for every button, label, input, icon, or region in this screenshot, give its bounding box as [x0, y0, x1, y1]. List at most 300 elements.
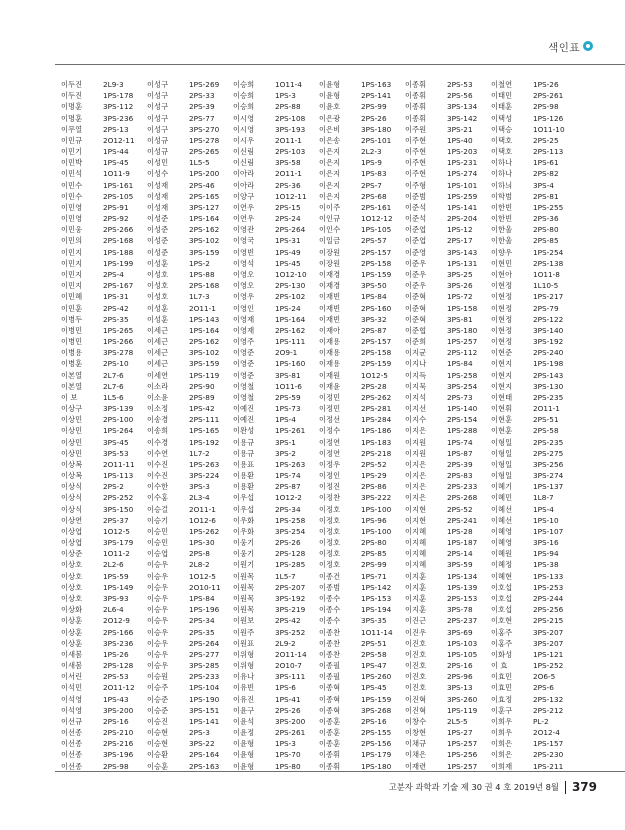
presentation-code: 2PS-85: [361, 549, 387, 559]
index-row: [61, 247, 581, 258]
presentation-code: 2PS-162: [189, 337, 220, 347]
presentation-code: 2PS-96: [447, 672, 473, 682]
author-name: 이민지: [61, 270, 83, 279]
author-name: 이승원: [147, 672, 169, 682]
index-row: [61, 347, 581, 358]
author-name: 이승우: [147, 593, 169, 603]
presentation-code: 2PS-10: [103, 359, 129, 369]
presentation-code: 2PS-36: [275, 180, 301, 190]
presentation-code: 2PS-160: [361, 303, 392, 313]
author-name: 이상화: [61, 605, 83, 615]
presentation-code: 3PS-207: [533, 627, 564, 637]
presentation-code: 2PS-51: [361, 638, 387, 648]
index-row: [61, 425, 581, 436]
presentation-code: 1PS-140: [447, 404, 478, 414]
journal-citation: 고분자 과학과 기술 제 30 권 4 호 2019년 8월: [388, 782, 559, 792]
author-name: 이영국: [233, 236, 255, 246]
author-name: 이웅기: [233, 538, 255, 548]
presentation-code: 1PS-261: [275, 426, 306, 436]
index-row: [61, 671, 581, 682]
presentation-code: 2PS-154: [447, 415, 478, 425]
author-name: 이재원: [319, 370, 341, 380]
author-name: 이준혁: [405, 303, 427, 313]
author-name: 이주현: [405, 158, 427, 168]
index-row: [61, 582, 581, 593]
presentation-code: 1PS-24: [275, 303, 301, 313]
presentation-code: 2PS-35: [103, 314, 129, 324]
presentation-code: 1PS-142: [361, 582, 392, 592]
author-name: 이한빈: [491, 202, 513, 212]
presentation-code: 1PS-126: [533, 113, 564, 123]
author-name: 이민의: [61, 236, 83, 246]
index-row: [61, 593, 581, 604]
index-row: [61, 727, 581, 738]
author-name: 이성준: [147, 225, 169, 235]
author-name: 이민수: [61, 191, 83, 201]
author-name: 이예진: [233, 415, 255, 425]
author-name: 이종혁: [319, 683, 341, 693]
author-name: 이종휘: [319, 761, 341, 771]
presentation-code: 1PS-188: [103, 247, 134, 257]
author-name: 이한울: [491, 236, 513, 246]
author-name: 이병민: [61, 325, 83, 335]
presentation-code: 2PS-130: [275, 281, 306, 291]
presentation-code: 1PS-274: [447, 169, 478, 179]
author-name: 이수진: [147, 459, 169, 469]
author-name: 이진호: [405, 649, 427, 659]
presentation-code: 2PS-168: [103, 236, 134, 246]
presentation-code: 2PS-105: [103, 191, 134, 201]
presentation-code: 1PS-71: [361, 571, 387, 581]
author-name: 이일금: [319, 236, 341, 246]
author-name: 이소라: [147, 381, 169, 391]
author-name: 이하나: [491, 169, 513, 179]
author-name: 이형일: [491, 448, 513, 458]
author-name: 이민웅: [61, 225, 83, 235]
author-name: 이진호: [405, 672, 427, 682]
presentation-code: 1PS-100: [361, 526, 392, 536]
author-name: 이종찬: [319, 638, 341, 648]
presentation-code: 3PS-256: [533, 459, 564, 469]
author-name: 이선종: [61, 750, 83, 760]
author-name: 이희은: [491, 750, 513, 760]
presentation-code: 1PS-139: [447, 582, 478, 592]
presentation-code: 2PS-156: [361, 739, 392, 749]
author-name: 이지은: [405, 493, 427, 503]
index-row: [61, 649, 581, 660]
presentation-code: 3PS-78: [447, 605, 473, 615]
author-name: 이승우: [147, 638, 169, 648]
presentation-code: 2PS-53: [103, 672, 129, 682]
author-name: 이장원: [319, 258, 341, 268]
author-name: 이선규: [61, 716, 83, 726]
author-name: 이세근: [147, 348, 169, 358]
author-name: 이홍주: [491, 627, 513, 637]
index-row: [61, 537, 581, 548]
author-name: 이승우: [147, 661, 169, 671]
presentation-code: 1PS-41: [275, 694, 301, 704]
author-name: 이하늬: [491, 180, 513, 190]
presentation-code: 2PS-16: [447, 661, 473, 671]
presentation-code: 3PS-3: [189, 482, 210, 492]
presentation-code: 3PS-139: [103, 404, 134, 414]
presentation-code: 2PS-113: [533, 147, 564, 157]
author-name: 이병두: [61, 314, 83, 324]
author-name: 이승준: [147, 694, 169, 704]
presentation-code: 2PS-256: [533, 605, 564, 615]
author-name: 이형일: [491, 437, 513, 447]
author-name: 이혜영: [491, 526, 513, 536]
author-name: 이승현: [147, 728, 169, 738]
presentation-code: 2PS-16: [103, 716, 129, 726]
author-name: 이종휘: [319, 750, 341, 760]
presentation-code: 1O11-9: [103, 169, 130, 179]
presentation-code: 2PS-233: [189, 672, 220, 682]
presentation-code: 1PS-231: [447, 158, 478, 168]
presentation-code: 1PS-29: [361, 471, 387, 481]
presentation-code: 1PS-6: [275, 683, 296, 693]
author-name: 이원목: [233, 571, 255, 581]
author-name: 이영준: [233, 370, 255, 380]
index-row: [61, 414, 581, 425]
presentation-code: 1PS-4: [533, 504, 554, 514]
author-name: 이수진: [147, 471, 169, 481]
presentation-code: 1PS-47: [361, 661, 387, 671]
presentation-code: 2PS-86: [361, 482, 387, 492]
author-name: 이향우: [491, 247, 513, 257]
author-name: 이현태: [491, 392, 513, 402]
presentation-code: 2PS-165: [189, 191, 220, 201]
author-name: 이윤형: [319, 91, 341, 101]
presentation-code: 1PS-73: [275, 404, 301, 414]
author-name: 이준영: [405, 247, 427, 257]
author-name: 이정호: [319, 504, 341, 514]
presentation-code: 2PS-58: [361, 649, 387, 659]
author-name: 이은지: [319, 147, 341, 157]
presentation-code: 2PS-207: [275, 582, 306, 592]
author-name: 이명훈: [61, 102, 83, 112]
presentation-code: 1PS-2: [189, 258, 210, 268]
presentation-code: 1PS-74: [275, 471, 301, 481]
presentation-code: 3PS-4: [533, 180, 554, 190]
presentation-code: 2PS-26: [361, 113, 387, 123]
author-name: 이영재: [233, 325, 255, 335]
presentation-code: 3PS-102: [189, 236, 220, 246]
author-name: 이재용: [319, 337, 341, 347]
author-name: 이승민: [147, 526, 169, 536]
presentation-code: 1PS-252: [533, 661, 564, 671]
presentation-code: 3PS-193: [275, 124, 306, 134]
index-row: [61, 157, 581, 168]
author-name: 이원주: [233, 627, 255, 637]
presentation-code: 2L7-6: [103, 370, 124, 380]
presentation-code: 1PS-31: [275, 236, 301, 246]
author-name: 이명훈: [61, 113, 83, 123]
author-name: 이상민: [61, 437, 83, 447]
author-name: 이현지: [491, 359, 513, 369]
presentation-code: 3PS-268: [361, 705, 392, 715]
index-row: [61, 492, 581, 503]
author-name: 이영오: [233, 281, 255, 291]
index-row: [61, 515, 581, 526]
presentation-code: 2O9-1: [275, 348, 298, 358]
index-row: [61, 716, 581, 727]
author-name: 이새봄: [61, 661, 83, 671]
index-row: [61, 124, 581, 135]
author-name: 이진호: [405, 683, 427, 693]
presentation-code: 1PS-70: [275, 750, 301, 760]
index-row: [61, 302, 581, 313]
presentation-code: 2PS-24: [275, 214, 301, 224]
presentation-code: 1PS-72: [447, 292, 473, 302]
presentation-code: 1PS-194: [361, 605, 392, 615]
presentation-code: 3PS-254: [275, 526, 306, 536]
author-name: 이은지: [319, 158, 341, 168]
index-row: [61, 548, 581, 559]
author-name: 이민수: [61, 180, 83, 190]
author-name: 이예진: [233, 404, 255, 414]
presentation-code: 3PS-274: [533, 471, 564, 481]
presentation-code: 1O12-6: [189, 515, 216, 525]
author-name: 이승우: [147, 616, 169, 626]
presentation-code: 1L8-7: [533, 493, 554, 503]
author-name: 이상민: [61, 448, 83, 458]
author-name: 이영준: [233, 359, 255, 369]
author-name: 이지묵: [405, 381, 427, 391]
index-row: [61, 381, 581, 392]
presentation-code: 1PS-107: [533, 526, 564, 536]
presentation-code: 2PS-6: [533, 683, 554, 693]
author-name: 이영석: [233, 258, 255, 268]
author-name: 이인규: [319, 214, 341, 224]
presentation-code: 2PS-168: [189, 281, 220, 291]
author-name: 이지석: [405, 392, 427, 402]
presentation-code: 3PS-159: [189, 247, 220, 257]
author-name: 이상민: [61, 426, 83, 436]
author-name: 이택승: [491, 124, 513, 134]
presentation-code: 2PS-166: [103, 627, 134, 637]
presentation-code: 3PS-111: [275, 672, 306, 682]
presentation-code: 1PS-26: [103, 649, 129, 659]
bottom-divider: [55, 771, 625, 772]
presentation-code: 2PS-99: [361, 560, 387, 570]
author-name: 이승희: [233, 80, 255, 90]
presentation-code: 1PS-61: [533, 158, 559, 168]
presentation-code: 1PS-164: [189, 214, 220, 224]
presentation-code: 2PS-68: [361, 191, 387, 201]
presentation-code: 1PS-159: [361, 270, 392, 279]
author-name: 이승민: [147, 538, 169, 548]
presentation-code: 1PS-28: [447, 526, 473, 536]
author-name: 이상식: [61, 482, 83, 492]
presentation-code: 1PS-265: [103, 325, 134, 335]
presentation-code: 1PS-10: [533, 515, 559, 525]
presentation-code: 2PS-89: [189, 392, 215, 402]
presentation-code: 1PS-45: [103, 158, 129, 168]
index-row: [61, 358, 581, 369]
author-name: 이성재: [147, 180, 169, 190]
author-name: 이태훈: [491, 102, 513, 112]
presentation-code: 2PS-161: [361, 202, 392, 212]
author-name: 이주원: [405, 124, 427, 134]
author-name: 이한울: [491, 225, 513, 235]
author-name: 이택성: [491, 113, 513, 123]
presentation-code: 2PS-92: [103, 214, 129, 224]
presentation-code: 2O11-12: [103, 683, 135, 693]
presentation-code: 1PS-161: [103, 180, 134, 190]
index-row: [61, 638, 581, 649]
author-name: 이정연: [319, 448, 341, 458]
author-name: 이상복: [61, 471, 83, 481]
author-name: 이원목: [233, 605, 255, 615]
author-name: 이성규: [147, 147, 169, 157]
presentation-code: 2PS-264: [275, 225, 306, 235]
author-name: 이영주: [233, 337, 255, 347]
presentation-code: 1PS-119: [189, 370, 220, 380]
presentation-code: 2PS-42: [103, 303, 129, 313]
author-name: 이채규: [405, 739, 427, 749]
presentation-code: 3PS-16: [533, 538, 559, 548]
index-row: [61, 314, 581, 325]
author-name: 이세연: [147, 370, 169, 380]
author-name: 이준우: [405, 270, 427, 279]
presentation-code: 2PS-244: [533, 593, 564, 603]
presentation-code: 1PS-285: [275, 560, 306, 570]
author-name: 이병민: [61, 337, 83, 347]
presentation-code: 2PS-80: [533, 225, 559, 235]
author-name: 이성구: [147, 80, 169, 90]
presentation-code: 2PS-212: [533, 705, 564, 715]
author-name: 이주현: [405, 169, 427, 179]
author-name: 이성준: [147, 214, 169, 224]
author-name: 이민박: [61, 158, 83, 168]
presentation-code: 2PS-90: [189, 381, 215, 391]
author-name: 이상엽: [61, 526, 83, 536]
author-name: 이재아: [319, 325, 341, 335]
author-name: 이성훈: [147, 258, 169, 268]
presentation-code: 2PS-157: [361, 337, 392, 347]
presentation-code: 3PS-270: [189, 124, 220, 134]
presentation-code: 1PS-178: [103, 91, 134, 101]
author-name: 이준혁: [405, 314, 427, 324]
author-name: 이지은: [405, 426, 427, 436]
index-row: [61, 749, 581, 760]
author-name: 이윤정: [233, 728, 255, 738]
author-name: 이혜선: [491, 504, 513, 514]
author-name: 이택호: [491, 135, 513, 145]
presentation-code: 2L6-4: [103, 605, 124, 615]
presentation-code: 3PS-278: [103, 348, 134, 358]
presentation-code: PL-2: [533, 716, 549, 726]
presentation-code: 1PS-186: [361, 426, 392, 436]
presentation-code: 3PS-93: [103, 593, 129, 603]
presentation-code: 1PS-217: [533, 292, 564, 302]
author-name: 이현아: [491, 270, 513, 279]
author-name: 이주현: [405, 147, 427, 157]
author-name: 이정호: [319, 538, 341, 548]
presentation-code: 2PS-216: [103, 739, 134, 749]
presentation-code: 3PS-140: [533, 325, 564, 335]
presentation-code: 2PS-275: [533, 448, 564, 458]
author-name: 이종휘: [405, 113, 427, 123]
presentation-code: 2O12-9: [103, 616, 130, 626]
presentation-code: 3PS-53: [103, 448, 129, 458]
presentation-code: 1PS-4: [275, 415, 296, 425]
author-name: 이아라: [233, 180, 255, 190]
author-name: 이본열: [61, 370, 83, 380]
presentation-code: 1PS-259: [447, 191, 478, 201]
presentation-code: 3PS-143: [447, 247, 478, 257]
author-name: 이송경: [147, 415, 169, 425]
author-name: 이종휘: [405, 91, 427, 101]
presentation-code: 1PS-3: [275, 739, 296, 749]
author-name: 이현정: [491, 325, 513, 335]
author-name: 이장원: [319, 247, 341, 257]
author-name: 이윤형: [233, 761, 255, 771]
author-name: 이수연: [147, 448, 169, 458]
presentation-code: 2PS-230: [533, 750, 564, 760]
author-name: 이승진: [147, 716, 169, 726]
index-row: [61, 168, 581, 179]
presentation-code: 2PS-13: [103, 124, 129, 134]
presentation-code: 1PS-3: [275, 91, 296, 101]
presentation-code: 3PS-285: [189, 661, 220, 671]
presentation-code: 2PS-108: [275, 113, 306, 123]
author-name: 이우섭: [233, 504, 255, 514]
index-row: [61, 459, 581, 470]
presentation-code: 1PS-9: [361, 158, 382, 168]
presentation-code: 2PS-2: [103, 482, 124, 492]
presentation-code: 2L7-6: [103, 381, 124, 391]
presentation-code: 1PS-200: [189, 169, 220, 179]
presentation-code: 2PS-100: [103, 415, 134, 425]
presentation-code: 1PS-264: [103, 426, 134, 436]
author-name: 이승우: [147, 649, 169, 659]
presentation-code: 2O10-11: [189, 582, 221, 592]
author-name: 이준엽: [405, 225, 427, 235]
author-name: 이현정: [491, 281, 513, 291]
author-name: 이은지: [319, 191, 341, 201]
presentation-code: 2PS-122: [533, 314, 564, 324]
presentation-code: 1PS-84: [447, 359, 473, 369]
presentation-code: 2PS-57: [361, 236, 387, 246]
presentation-code: 2PS-99: [361, 102, 387, 112]
author-name: 이태민: [491, 91, 513, 101]
author-name: 이지훈: [405, 605, 427, 615]
author-name: 이창수: [405, 716, 427, 726]
presentation-code: 2PS-128: [103, 661, 134, 671]
author-name: 이상연: [61, 515, 83, 525]
author-name: 이지혜: [405, 526, 427, 536]
presentation-code: 2PS-262: [361, 392, 392, 402]
presentation-code: 2PS-141: [361, 91, 392, 101]
author-name: 이이주: [319, 202, 341, 212]
author-name: 이현훈: [491, 415, 513, 425]
author-name: 이윤형: [233, 750, 255, 760]
author-name: 이성규: [147, 135, 169, 145]
author-name: 이선종: [61, 739, 83, 749]
author-name: 이효민: [491, 683, 513, 693]
index-row: [61, 280, 581, 291]
author-name: 이무열: [61, 124, 83, 134]
presentation-code: 1PS-192: [189, 437, 220, 447]
author-name: 이종휘: [405, 80, 427, 90]
author-name: 이지은: [405, 482, 427, 492]
author-name: 이형일: [491, 471, 513, 481]
presentation-code: 3PS-69: [447, 627, 473, 637]
presentation-code: 1PS-12: [447, 225, 473, 235]
author-name: 이정수: [319, 426, 341, 436]
